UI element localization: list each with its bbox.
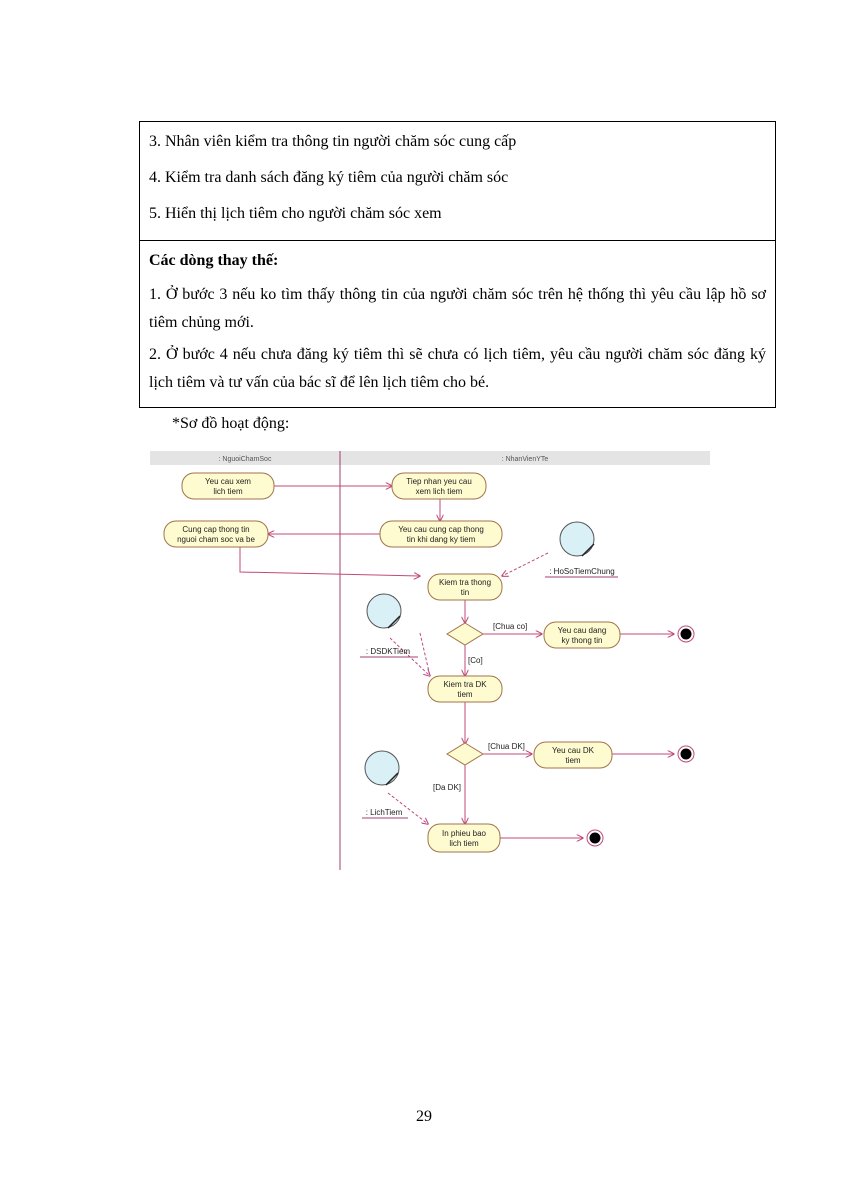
activity-ask-dk-line2: tiem	[565, 756, 581, 765]
guard-chua-co: [Chua co]	[493, 622, 528, 631]
lane-left-label: : NguoiChamSoc	[218, 456, 272, 463]
decision-info-found	[447, 623, 483, 645]
object-hosotiemchung	[545, 522, 618, 577]
activity-check-info-line2: tin	[460, 588, 470, 597]
entity-icon	[365, 751, 399, 785]
alt-flow-2: 2. Ở bước 4 nếu chưa đăng ký tiêm thì sẽ chưa có lịch tiêm, yêu cầu người chăm sóc đăng ký lịch tiêm và tư vấn của bác sĩ để lên lịch tiêm cho bé.	[149, 346, 766, 391]
main-flow-cell	[140, 122, 775, 241]
activity-diagram	[150, 448, 710, 872]
activity-check-registration-line2: tiem	[457, 690, 473, 699]
object-dsdktiem	[360, 594, 418, 657]
object-lichtiem	[362, 751, 408, 818]
entity-icon	[367, 594, 401, 628]
object-dsdktiem-label: : DSDKTiem	[365, 647, 411, 656]
activity-print-schedule-line2: lich tiem	[449, 839, 479, 848]
activity-provide-info-line2: nguoi cham soc va be	[177, 535, 255, 544]
final-node-2-core	[681, 749, 692, 760]
activity-check-registration-line1: Kiem tra DK	[443, 680, 487, 689]
step-5: 5. Hiển thị lịch tiêm cho người chăm sóc xem	[149, 205, 442, 222]
guard-da-dk: [Da DK]	[433, 783, 462, 792]
final-node-3-core	[590, 833, 601, 844]
page-number: 29	[416, 1108, 432, 1125]
activity-provide-info-line1: Cung cap thong tin	[182, 525, 250, 534]
use-case-table	[139, 121, 776, 408]
object-lichtiem-label: : LichTiem	[365, 808, 403, 817]
activity-check-info-line1: Kiem tra thong	[438, 578, 492, 587]
activity-ask-info-line2: tin khi dang ky tiem	[406, 535, 476, 544]
final-node-1-core	[681, 629, 692, 640]
lane-right-label: : NhanVienYTe	[501, 456, 549, 463]
decision-registered	[447, 743, 483, 765]
object-hosotiemchung-label: : HoSoTiemChung	[549, 567, 615, 576]
alternative-flow-cell	[140, 241, 775, 407]
objflow-hoso	[502, 553, 548, 576]
activity-request-schedule-line2: lich tiem	[213, 487, 243, 496]
activity-print-schedule-line1: In phieu bao	[441, 829, 487, 838]
alt-flow-1: 1. Ở bước 3 nếu ko tìm thấy thông tin của người chăm sóc trên hệ thống thì yêu cầu lập hồ sơ tiêm chủng mới.	[149, 286, 766, 331]
step-3: 3. Nhân viên kiểm tra thông tin người chăm sóc cung cấp	[149, 133, 517, 150]
guard-chua-dk: [Chua DK]	[488, 742, 525, 751]
guard-co: [Co]	[468, 656, 483, 665]
final-nodes	[587, 626, 694, 846]
activity-receive-request-line1: Tiep nhan yeu cau	[406, 477, 472, 486]
activity-ask-info-line1: Yeu cau cung cap thong	[398, 525, 484, 534]
activity-ask-dk-line1: Yeu cau DK	[552, 746, 594, 755]
activity-request-schedule-line1: Yeu cau xem	[205, 477, 251, 486]
activity-ask-register-line2: ky thong tin	[561, 636, 603, 645]
objflow-dsdk-2	[420, 633, 430, 676]
alt-flow-heading: Các dòng thay thế:	[149, 252, 279, 269]
diagram-caption: *Sơ đồ hoạt động:	[172, 415, 290, 432]
entity-icon	[560, 522, 594, 556]
activity-receive-request-line2: xem lich tiem	[415, 487, 463, 496]
activity-ask-register-line1: Yeu cau dang	[557, 626, 607, 635]
step-4: 4. Kiểm tra danh sách đăng ký tiêm của người chăm sóc	[149, 169, 509, 186]
flow-provide-check	[240, 547, 420, 576]
